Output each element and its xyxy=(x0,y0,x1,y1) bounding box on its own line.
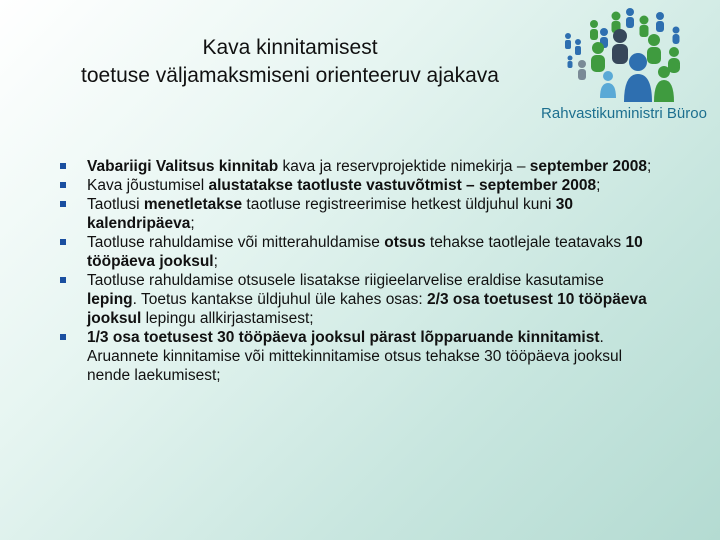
bullet-text-segment: alustatakse taotluste vastuvõtmist – september 2008 xyxy=(208,177,597,194)
bullet-square-icon xyxy=(60,163,66,169)
bullet-text-segment: menetletakse xyxy=(143,196,243,213)
bullet-list xyxy=(58,157,658,385)
bullet-item xyxy=(58,176,658,195)
bullet-item xyxy=(58,233,658,271)
people-group-icon xyxy=(558,6,690,102)
bullet-item xyxy=(58,271,658,328)
slide-title xyxy=(0,34,580,90)
bullet-text-segment: 10 tööpäeva jooksul xyxy=(87,234,643,270)
logo-text: Rahvastikuministri Büroo xyxy=(541,105,707,122)
bullet-item xyxy=(58,157,658,176)
bullet-square-icon xyxy=(60,277,66,283)
title-line-1: Kava kinnitamisest xyxy=(202,36,378,59)
bullet-square-icon xyxy=(60,182,66,188)
bullet-text-segment: Taotlusi xyxy=(87,196,144,213)
bullet-text-segment: kava ja reservprojektide nimekirja – xyxy=(278,158,530,175)
bullet-text-segment: lepingu allkirjastamisest; xyxy=(141,310,314,327)
bullet-text-segment: 1/3 osa toetusest 30 tööpäeva jooksul pärast lõpparuande kinnitamist xyxy=(87,329,600,346)
bullet-text-segment: ; xyxy=(190,215,195,232)
bullet-text-segment: otsus xyxy=(384,234,426,251)
bullet-text-segment: . Toetus kantakse üldjuhul üle kahes osas: xyxy=(132,291,428,308)
title-line-2: toetuse väljamaksmiseni orienteeruv ajakava xyxy=(81,64,499,87)
bullet-text-segment: taotluse registreerimise hetkest üldjuhul kuni xyxy=(242,196,556,213)
bullet-text-segment: Vabariigi Valitsus kinnitab xyxy=(87,158,279,175)
bullet-text-segment: leping xyxy=(87,291,133,308)
bullet-text-segment: Taotluse rahuldamise otsusele lisatakse riigieelarvelise eraldise kasutamise xyxy=(87,272,604,289)
bullet-square-icon xyxy=(60,239,66,245)
bullet-square-icon xyxy=(60,334,66,340)
bullet-text-segment: 30 kalendripäeva xyxy=(87,196,573,232)
bullet-text-segment: . Aruannete kinnitamise või mittekinnitamise otsus tehakse 30 tööpäeva jooksul nende laekumisest; xyxy=(87,329,623,384)
bullet-square-icon xyxy=(60,201,66,207)
bullet-text-segment: september 2008 xyxy=(529,158,647,175)
logo xyxy=(532,6,716,126)
bullet-text-segment: Kava jõustumisel xyxy=(87,177,209,194)
bullet-text-segment: 2/3 osa toetusest 10 tööpäeva jooksul xyxy=(87,291,647,327)
bullet-item xyxy=(58,195,658,233)
bullet-item xyxy=(58,328,658,385)
bullet-text-segment: ; xyxy=(596,177,601,194)
bullet-text-segment: tehakse taotlejale teatavaks xyxy=(425,234,626,251)
bullet-text-segment: Taotluse rahuldamise või mitterahuldamise xyxy=(87,234,385,251)
bullet-text-segment: ; xyxy=(213,253,218,270)
bullet-text-segment: ; xyxy=(646,158,652,175)
